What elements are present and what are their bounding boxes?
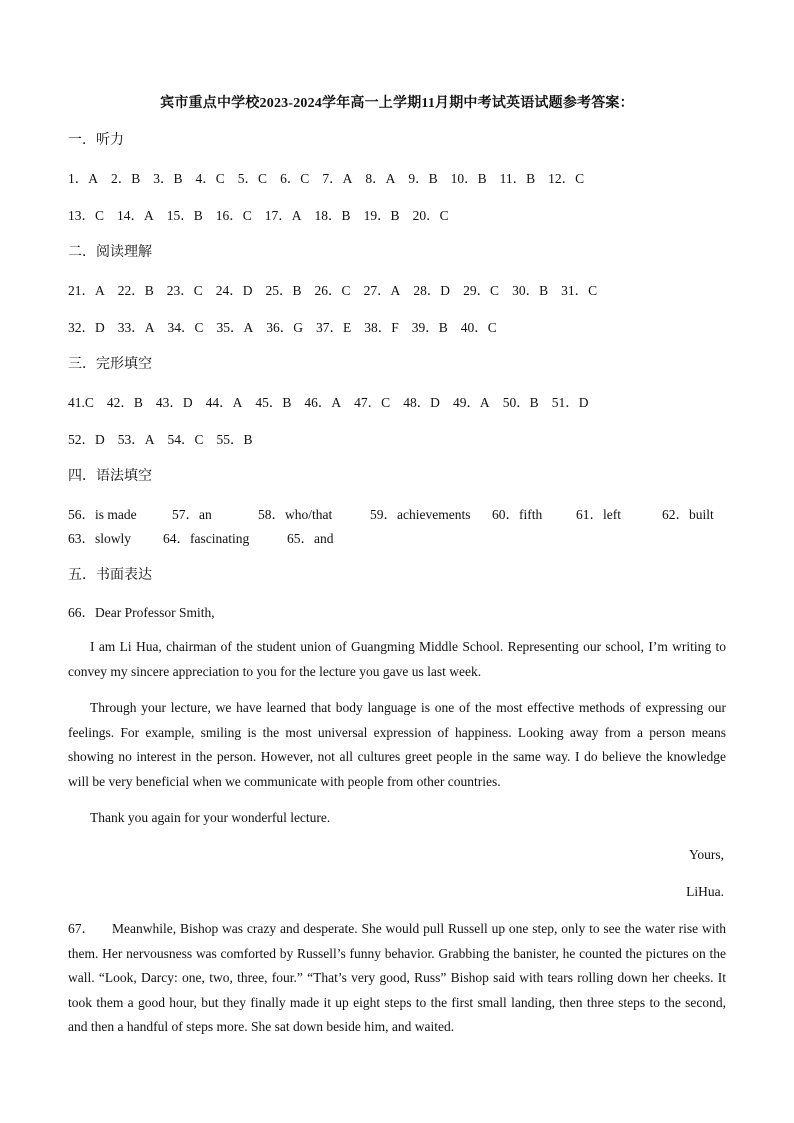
answer-item: 45．B [255,395,292,410]
answer-item: 27．A [363,283,401,298]
answer-item: 35．A [216,320,254,335]
answer-item: 32．D [68,320,105,335]
answer-item: 1．A [68,171,98,186]
answer-item: 17．A [264,208,302,223]
answer-item: 2．B [111,171,141,186]
answer-item: 19．B [363,208,400,223]
answer-item: 54．C [167,432,204,447]
answer-item: 5．C [237,171,268,186]
section-heading-grammar: 四．语法填空 [68,469,152,484]
answer-item: 48．D [403,395,440,410]
answer-row [68,428,266,448]
answer-item: 36．G [266,320,304,335]
answer-item: 16．C [215,208,252,223]
answer-item: 46．A [304,395,342,410]
answer-item: 28．D [413,283,451,298]
letter-paragraph: Through your lecture, we have learned that body language is one of the most effective methods of expressing our feelings. For example, smiling is the most universal expression of happiness. Looking away from a person means showing no interest in the person. However, not all cultures greet people in the same way. I do believe the knowledge will be very beneficial when we communicate with people from other countries. [68,700,726,789]
answer-row [68,279,610,299]
section-heading-cloze: 三．完形填空 [68,357,152,372]
answer-item: 15．B [166,208,203,223]
answer-item: 6．C [280,171,310,186]
page-title: 宾市重点中学校2023-2024学年高一上学期11月期中考试英语试题参考答案： [160,96,634,111]
answer-item: 3．B [153,171,183,186]
answer-item: 12．C [548,171,585,186]
answer-item: 53．A [117,432,155,447]
answer-item: 21．A [68,283,105,298]
answer-item: 8．A [365,171,396,186]
answer-item: 44．A [205,395,243,410]
answer-item: 37．E [316,320,352,335]
letter-signature: LiHua. [686,884,724,899]
answer-item: 50．B [502,395,539,410]
continuation-text: Meanwhile, Bishop was crazy and desperate. She would pull Russell up one step, only to see the water rise with them. Her nervousness was comforted by Russell’s funny behavior. Grabbing the banister, he counted the pictures on the wall. “Look, Darcy: one, two, three, four.” “That’s very good, Russ” Bishop said with tears rolling down her cheeks. It took them a good hour, but they finally made it up eight steps to the first small landing, then three steps to the second, and then a handful of steps more. She sat down beside him, and waited. [68,921,726,1034]
letter-greeting: 66．Dear Professor Smith, [68,605,215,620]
answer-item: 34．C [167,320,204,335]
section-heading-listening: 一．听力 [68,133,124,148]
answer-item: 31．C [561,283,598,298]
section-heading-reading: 二．阅读理解 [68,245,152,260]
answer-item: 26．C [314,283,351,298]
answer-item: 56．is made [68,507,137,522]
answer-item: 40．C [460,320,497,335]
answer-item: 9．B [408,171,438,186]
answer-item: 24．D [215,283,253,298]
answer-row [68,391,601,411]
answer-item: 49．A [452,395,490,410]
answer-item: 22．B [117,283,154,298]
answer-item: 29．C [463,283,500,298]
letter-paragraph: I am Li Hua, chairman of the student union of Guangming Middle School. Representing our school, I’m writing to convey my sincere appreciation to you for the lecture you gave us last week. [68,639,726,679]
answer-item: 33．A [117,320,155,335]
answer-item: 55．B [216,432,253,447]
answer-item: 64．fascinating [163,531,250,546]
letter-paragraph: Thank you again for your wonderful lecture. [90,810,331,825]
answer-item: 51．D [551,395,589,410]
answer-item: 13．C [68,208,105,223]
answer-item: 52．D [68,432,105,447]
answer-item: 14．A [117,208,154,223]
answer-item: 11．B [499,171,536,186]
letter-closing: Yours, [688,847,724,862]
answer-item: 57．an [172,507,212,522]
answer-item: 38．F [364,320,399,335]
section-heading-writing: 五．书面表达 [68,568,152,583]
question-number: 67． [68,921,95,936]
answer-item: 42．B [106,395,143,410]
answer-item: 4．C [195,171,225,186]
answer-row [68,527,347,547]
answer-item: 47．C [354,395,391,410]
answer-item: 43．D [155,395,193,410]
continuation-paragraph [68,917,726,1040]
answer-item: 18．B [314,208,351,223]
answer-item: 41.C [68,395,94,410]
answer-item: 20．C [412,208,449,223]
answer-item: 60．fifth [492,507,543,522]
answer-row [68,316,510,336]
answer-item: 25．B [265,283,302,298]
answer-item: 58．who/that [258,507,333,522]
answer-item: 63．slowly [68,531,132,546]
answer-item: 10．B [450,171,487,186]
answer-item: 65．and [287,531,334,546]
answer-item: 39．B [411,320,448,335]
answer-item: 61．left [576,507,621,522]
answer-item: 30．B [512,283,549,298]
answer-item: 7．A [322,171,353,186]
answer-row [68,167,597,187]
answer-item: 59．achievements [370,507,471,522]
answer-row [68,503,732,523]
answer-item: 23．C [166,283,203,298]
answer-row [68,204,462,224]
answer-item: 62．built [662,507,714,522]
